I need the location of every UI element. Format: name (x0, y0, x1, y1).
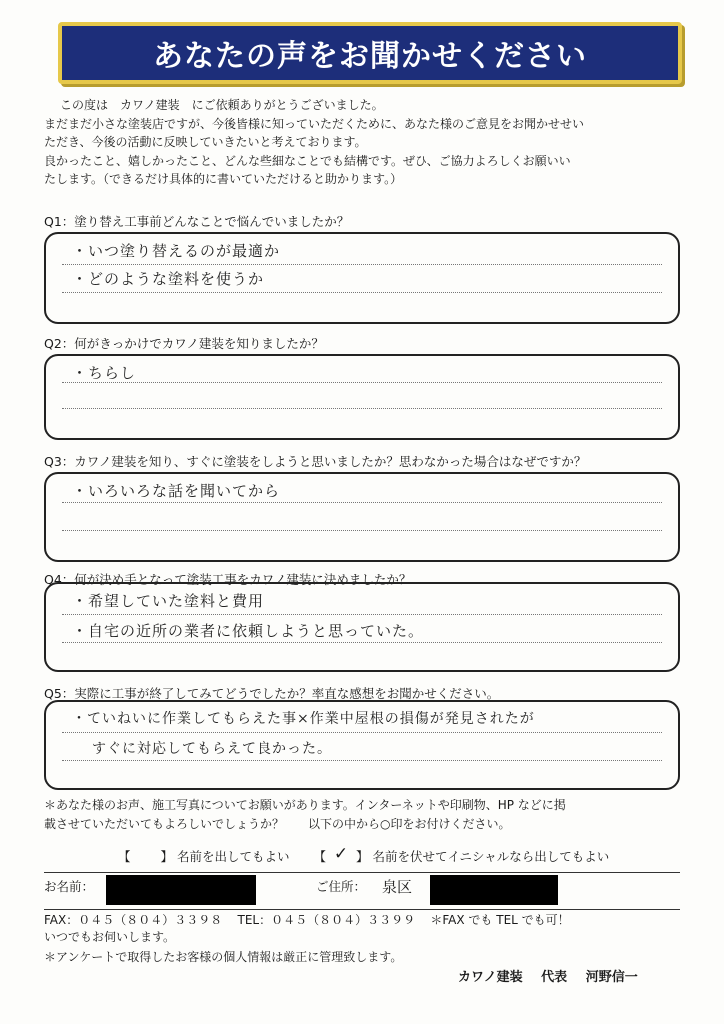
company-name: カワノ建装 (458, 970, 523, 985)
intro-line: ただき、今後の活動に反映していきたいと考えております。 (44, 135, 367, 150)
consent-options (118, 846, 678, 866)
question-3-label: Q3：カワノ建装を知り、すぐに塗装をしようと思いましたか？思わなかった場合はなぜですか？ (44, 454, 587, 469)
answer-line (62, 642, 662, 643)
address-value: 泉区 (382, 878, 413, 896)
contact-line2: いつでもお伺いします。 (44, 930, 176, 944)
answer-box-1[interactable] (44, 232, 680, 324)
answer-line (62, 382, 662, 383)
publication-notice (44, 796, 694, 834)
answer-box-3[interactable] (44, 472, 680, 562)
bracket: 【 (118, 849, 131, 864)
notice-line: 載させていただいてもよろしいでしょうか？ 以下の中から○印をお付けください。 (44, 817, 511, 831)
option-initials-ok[interactable] (313, 846, 609, 866)
option-name-ok[interactable] (118, 847, 290, 865)
answer-line (62, 264, 662, 265)
answer-text: ・どのような塗料を使うか (72, 270, 265, 288)
option-2-label: 名前を伏せてイニシャルなら出してもよい (372, 849, 610, 864)
answer-line (62, 502, 662, 503)
tel-number: TEL：０４５（８０４）３３９９ (237, 913, 416, 927)
answer-line (62, 760, 662, 761)
bracket: 【 (313, 849, 326, 864)
name-redaction (106, 875, 256, 905)
address-label: ご住所： (316, 879, 367, 894)
option-1-label: 名前を出してもよい (176, 849, 290, 864)
answer-text: ・希望していた塗料と費用 (72, 592, 265, 610)
customer-info-row (44, 872, 680, 910)
contact-note: ＊FAX でも TEL でも可！ (430, 913, 570, 927)
answer-text: ・自宅の近所の業者に依頼しようと思っていた。 (72, 622, 425, 640)
privacy-notice: ＊アンケートで取得したお客様の個人情報は厳正に管理致します。 (44, 950, 403, 964)
title-banner (58, 22, 682, 84)
answer-line (62, 732, 662, 733)
intro-text (44, 96, 684, 189)
answer-text: ・ちらし (72, 364, 137, 382)
answer-line (62, 292, 662, 293)
answer-line (62, 530, 662, 531)
representative-role: 代表 (541, 970, 568, 985)
answer-box-4[interactable] (44, 582, 680, 672)
representative-name: 河野信一 (585, 970, 638, 985)
name-label: お名前： (44, 879, 95, 894)
page-title: あなたの声をお聞かせください (153, 39, 587, 74)
question-4-label: Q4：何が決め手となって塗装工事をカワノ建装に決めましたか？ (44, 572, 412, 587)
intro-line: 良かったこと、嬉しかったこと、どんな些細なことでも結構です。ぜひ、ご協力よろしくお願いい (44, 153, 571, 168)
checkmark-icon[interactable]: ✓ (333, 844, 349, 864)
intro-line: たします。（できるだけ具体的に書いていただけると助かります。） (44, 172, 403, 187)
question-5-label: Q5：実際に工事が終了してみてどうでしたか？率直な感想をお聞かせください。 (44, 686, 500, 701)
answer-text: ・いろいろな話を聞いてから (72, 482, 281, 500)
intro-line: まだまだ小さな塗装店ですが、今後皆様に知っていただくために、あなた様のご意見をお聞かせせい (44, 116, 585, 131)
answer-text: ・いつ塗り替えるのが最適か (72, 242, 281, 260)
answer-text: すぐに対応してもらえて良かった。 (92, 741, 332, 757)
contact-info (44, 912, 694, 946)
intro-line: この度は カワノ建装 にご依頼ありがとうございました。 (60, 98, 384, 112)
answer-line (62, 408, 662, 409)
answer-line (62, 614, 662, 615)
bracket: 】 (160, 849, 173, 864)
answer-box-5[interactable] (44, 700, 680, 790)
bracket: 】 (355, 849, 369, 864)
question-1-label: Q1：塗り替え工事前どんなことで悩んでいましたか？ (44, 214, 350, 229)
answer-text: ・ていねいに作業してもらえた事×作業中屋根の損傷が発見されたが (72, 711, 535, 727)
notice-line: ＊あなた様のお声、施工写真についてお願いがあります。インターネットや印刷物、HP などに掲 (44, 798, 566, 812)
fax-number: FAX：０４５（８０４）３３９８ (44, 913, 223, 927)
address-redaction (430, 875, 558, 905)
signature (458, 966, 652, 985)
question-2-label: Q2：何がきっかけでカワノ建装を知りましたか？ (44, 336, 324, 351)
answer-box-2[interactable] (44, 354, 680, 440)
